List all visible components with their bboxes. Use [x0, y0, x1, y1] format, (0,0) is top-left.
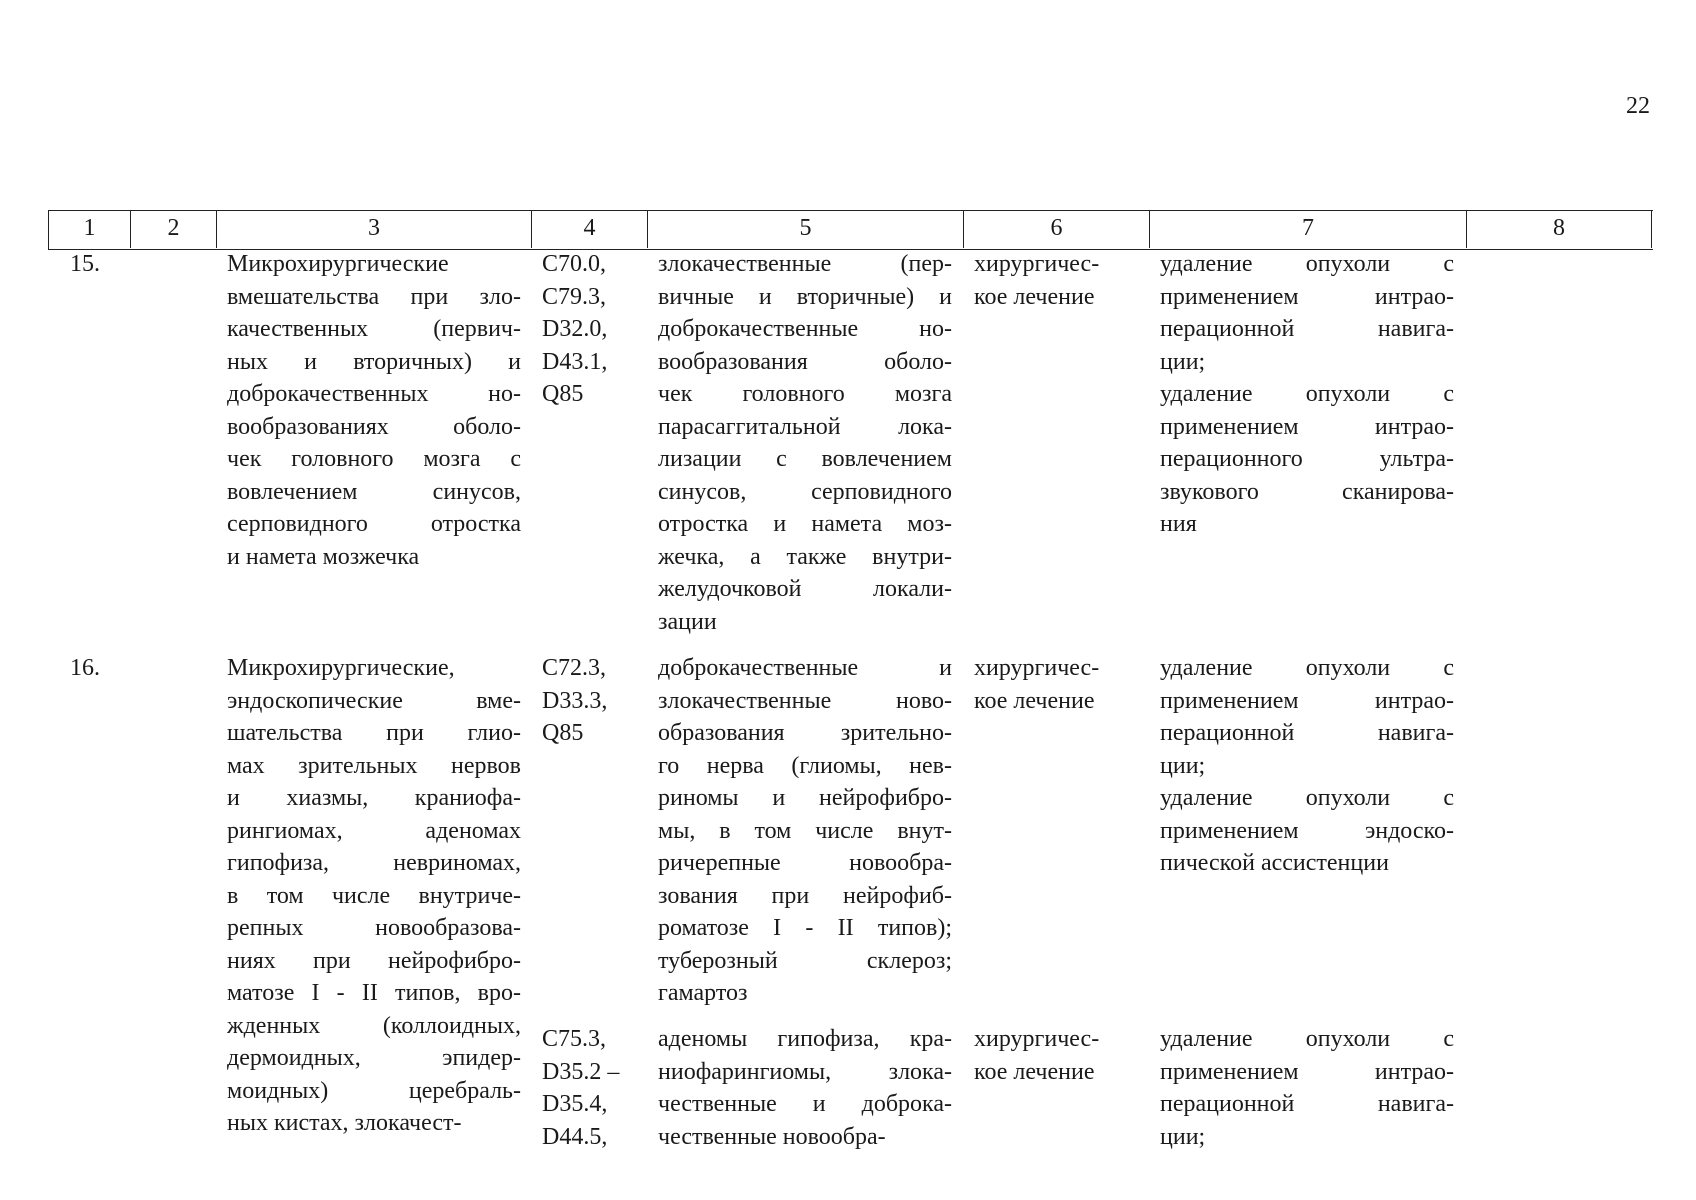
intervention-cell — [227, 248, 521, 573]
text-line: и намета мозжечка — [227, 543, 420, 570]
text-line: доброкачественные и — [658, 655, 952, 681]
text-line: кое лечение — [974, 283, 1095, 310]
text-line: в том числе внутриче- — [227, 882, 521, 909]
text-line: жденных (коллоидных, — [227, 1012, 521, 1039]
text-line: зования при нейрофиб- — [658, 882, 952, 909]
text-line: кое лечение — [974, 1058, 1095, 1085]
icd-code-cell — [542, 248, 632, 411]
header-col-2: 2 — [131, 211, 217, 248]
header-col-6: 6 — [964, 211, 1150, 248]
text-line: вичные и вторичные) и — [658, 283, 952, 310]
text-line: ричерепные новообра- — [658, 850, 952, 876]
text-line: гипофиза, невриномах, — [227, 850, 521, 876]
text-line: перационной навига- — [1160, 316, 1454, 342]
text-line: удаление опухоли с — [1160, 655, 1454, 681]
text-line: эндоскопические вме- — [227, 687, 521, 714]
text-line: репных новообразова- — [227, 915, 521, 941]
row-number: 16. — [70, 655, 100, 681]
text-line: перационной навига- — [1160, 720, 1454, 746]
text-line: мы, в том числе внут- — [658, 817, 952, 844]
text-line: звукового сканирова- — [1160, 478, 1454, 505]
treatment-method-cell — [1160, 1023, 1454, 1153]
text-line: применением интрао- — [1160, 283, 1454, 310]
text-line: C72.3, — [542, 655, 607, 681]
text-line: ции; — [1160, 348, 1206, 375]
row-number: 15. — [70, 251, 100, 277]
text-line: перационного ультра- — [1160, 446, 1454, 472]
text-line: удаление опухоли с — [1160, 251, 1454, 277]
header-col-1: 1 — [49, 211, 131, 248]
text-line: отростка и намета моз- — [658, 511, 952, 537]
text-line: злокачественные (пер- — [658, 251, 952, 277]
intervention-cell — [227, 652, 521, 1140]
text-line: гамартоз — [658, 980, 748, 1006]
text-line: ния — [1160, 511, 1197, 537]
text-line: ных и вторичных) и — [227, 348, 521, 375]
diagnosis-cell — [658, 248, 952, 638]
diagnosis-cell — [658, 1023, 952, 1153]
diagnosis-cell — [658, 652, 952, 1010]
text-line: серповидного отростка — [227, 511, 521, 537]
text-line: хирургичес- — [974, 1026, 1100, 1052]
text-line: чественные и доброка- — [658, 1091, 952, 1117]
text-line: D35.2 – — [542, 1058, 620, 1085]
text-line: желудочковой локали- — [658, 576, 952, 602]
text-line: ниофарингиомы, злока- — [658, 1058, 952, 1085]
text-line: вообразования оболо- — [658, 348, 952, 375]
text-line: кое лечение — [974, 687, 1095, 714]
text-line: шательства при глио- — [227, 720, 521, 746]
text-line: D43.1, — [542, 348, 608, 375]
text-line: аденомы гипофиза, кра- — [658, 1026, 952, 1052]
header-col-7: 7 — [1150, 211, 1467, 248]
text-line: удаление опухоли с — [1160, 381, 1454, 407]
text-line: злокачественные ново- — [658, 687, 952, 714]
text-line: D44.5, — [542, 1123, 608, 1150]
text-line: применением интрао- — [1160, 687, 1454, 714]
text-line: удаление опухоли с — [1160, 1026, 1454, 1052]
text-line: и хиазмы, краниофа- — [227, 785, 521, 811]
treatment-method-cell — [1160, 652, 1454, 880]
header-col-4: 4 — [532, 211, 648, 248]
text-line: D35.4, — [542, 1091, 608, 1117]
treatment-type-cell — [974, 1023, 1134, 1088]
page-number: 22 — [1626, 93, 1650, 119]
icd-code-cell — [542, 1023, 642, 1153]
icd-code-cell — [542, 652, 632, 750]
text-line: доброкачественные но- — [658, 316, 952, 342]
text-line: Q85 — [542, 720, 584, 746]
text-line: роматозе I - II типов); — [658, 915, 952, 941]
text-line: жечка, а также внутри- — [658, 543, 952, 570]
text-line: применением интрао- — [1160, 413, 1454, 440]
text-line: чественные новообра- — [658, 1123, 886, 1150]
text-line: ниях при нейрофибро- — [227, 947, 521, 974]
text-line: парасаггитальной лока- — [658, 413, 952, 440]
text-line: D33.3, — [542, 687, 608, 714]
text-line: применением эндоско- — [1160, 817, 1454, 844]
text-line: ных кистах, злокачест- — [227, 1110, 462, 1136]
text-line: чек головного мозга с — [227, 446, 521, 472]
text-line: удаление опухоли с — [1160, 785, 1454, 811]
header-col-5: 5 — [648, 211, 964, 248]
text-line: вообразованиях оболо- — [227, 413, 521, 440]
header-col-3: 3 — [217, 211, 532, 248]
text-line: хирургичес- — [974, 251, 1100, 277]
text-line: пической ассистенции — [1160, 850, 1389, 876]
text-line: C75.3, — [542, 1026, 607, 1052]
text-line: хирургичес- — [974, 655, 1100, 681]
text-line: туберозный склероз; — [658, 947, 952, 974]
text-line: Микрохирургические, — [227, 655, 455, 681]
text-line: риномы и нейрофибро- — [658, 785, 952, 811]
text-line: C70.0, — [542, 251, 607, 277]
treatment-type-cell — [974, 248, 1134, 313]
text-line: D32.0, — [542, 316, 608, 342]
text-line: зации — [658, 608, 717, 635]
text-line: мах зрительных нервов — [227, 752, 521, 779]
text-line: ции; — [1160, 752, 1206, 779]
text-line: качественных (первич- — [227, 316, 521, 342]
treatment-method-cell — [1160, 248, 1454, 541]
header-col-8: 8 — [1467, 211, 1652, 248]
text-line: вовлечением синусов, — [227, 478, 521, 505]
text-line: доброкачественных но- — [227, 381, 521, 407]
text-line: Q85 — [542, 381, 584, 407]
text-line: C79.3, — [542, 283, 607, 310]
treatment-type-cell — [974, 652, 1134, 717]
text-line: вмешательства при зло- — [227, 283, 521, 310]
text-line: Микрохирургические — [227, 251, 449, 277]
text-line: дермоидных, эпидер- — [227, 1045, 521, 1071]
table-header — [48, 210, 1653, 250]
text-line: лизации с вовлечением — [658, 446, 952, 472]
text-line: рингиомах, аденомах — [227, 817, 521, 844]
text-line: матозе I - II типов, вро- — [227, 980, 521, 1006]
text-line: ции; — [1160, 1123, 1206, 1150]
text-line: го нерва (глиомы, нев- — [658, 752, 952, 779]
text-line: образования зрительно- — [658, 720, 952, 746]
text-line: перационной навига- — [1160, 1091, 1454, 1117]
text-line: применением интрао- — [1160, 1058, 1454, 1085]
text-line: синусов, серповидного — [658, 478, 952, 505]
text-line: чек головного мозга — [658, 381, 952, 407]
text-line: моидных) церебраль- — [227, 1077, 521, 1104]
